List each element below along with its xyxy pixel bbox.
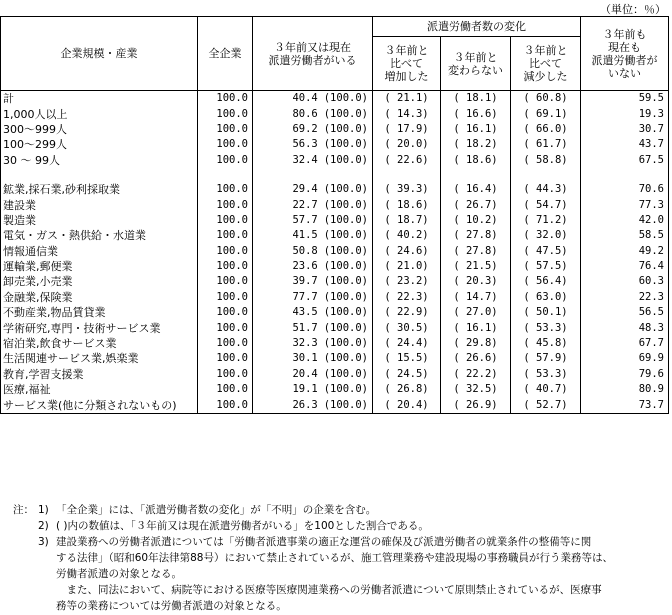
decrease-cell: ( 69.1): [511, 106, 581, 121]
table-body: [1, 91, 669, 414]
footnote-1: 注： 1) 「全企業」には、「派遣労働者数の変化」が「不明」の企業を含む。: [13, 504, 377, 516]
all-cell: 100.0: [198, 305, 253, 320]
increase-cell: ( 15.5): [373, 351, 441, 366]
category-cell: 100～299人: [1, 137, 198, 152]
increase-cell: ( 20.4): [373, 397, 441, 413]
none-cell: 56.5: [581, 305, 669, 320]
decrease-cell: ( 71.2): [511, 213, 581, 228]
increase-cell: ( 17.9): [373, 122, 441, 137]
increase-cell: ( 24.6): [373, 244, 441, 259]
all-cell: 100.0: [198, 153, 253, 168]
all-cell: 100.0: [198, 106, 253, 121]
footnote-2: 2) ( )内の数値は、「３年前又は現在派遣労働者がいる」を100とした割合である。: [38, 520, 429, 532]
have-dispatch-cell: 39.7 (100.0): [253, 274, 373, 289]
increase-cell: ( 39.3): [373, 182, 441, 197]
all-cell: 100.0: [198, 137, 253, 152]
decrease-cell: ( 57.5): [511, 259, 581, 274]
statistics-table: [0, 16, 668, 414]
decrease-cell: ( 45.8): [511, 336, 581, 351]
decrease-cell: ( 63.0): [511, 290, 581, 305]
category-cell: 情報通信業: [1, 244, 198, 259]
decrease-cell: ( 52.7): [511, 397, 581, 413]
same-cell: ( 10.2): [441, 213, 511, 228]
category-cell: 鉱業,採石業,砂利採取業: [1, 182, 198, 197]
header-all-companies: 全企業: [198, 17, 253, 91]
all-cell: 100.0: [198, 197, 253, 212]
same-cell: ( 16.1): [441, 122, 511, 137]
all-cell: 100.0: [198, 228, 253, 243]
header-increase: ３年前と 比べて 増加した: [373, 37, 441, 91]
header-decrease: ３年前と 比べて 減少した: [511, 37, 581, 91]
have-dispatch-cell: 57.7 (100.0): [253, 213, 373, 228]
have-dispatch-cell: 51.7 (100.0): [253, 320, 373, 335]
have-dispatch-cell: 80.6 (100.0): [253, 106, 373, 121]
all-cell: 100.0: [198, 367, 253, 382]
increase-cell: ( 24.4): [373, 336, 441, 351]
have-dispatch-cell: 41.5 (100.0): [253, 228, 373, 243]
have-dispatch-cell: 56.3 (100.0): [253, 137, 373, 152]
increase-cell: ( 20.0): [373, 137, 441, 152]
table-row: [1, 197, 669, 212]
none-cell: 67.5: [581, 153, 669, 168]
category-cell: 学術研究,専門・技術サービス業: [1, 320, 198, 335]
same-cell: ( 18.2): [441, 137, 511, 152]
table-row: [1, 91, 669, 107]
all-cell: 100.0: [198, 351, 253, 366]
all-cell: 100.0: [198, 259, 253, 274]
decrease-cell: ( 40.7): [511, 382, 581, 397]
have-dispatch-cell: 69.2 (100.0): [253, 122, 373, 137]
header-category: 企業規模・産業: [1, 17, 198, 91]
category-cell: 計: [1, 91, 198, 107]
footnote-3: 3) 建設業務への労働者派遣については「労働者派遣事業の適正な運営の確保及び派遣労働者の就業条件の整備等に関 する法律」（昭和60年法律第88号）において禁止されているが、施工管理業務や建設現場の事務職員が行う業務等は、 労働者派遣の対象となる。 また、同法において、病院等における医療等医療関連業務への労働者派遣について原則禁止されているが、医療事 務等の業務については労働者派遣の対象となる。: [38, 536, 613, 612]
all-cell: [198, 168, 253, 182]
all-cell: 100.0: [198, 213, 253, 228]
table-row: [1, 106, 669, 121]
decrease-cell: ( 66.0): [511, 122, 581, 137]
none-cell: 43.7: [581, 137, 669, 152]
all-cell: 100.0: [198, 122, 253, 137]
header-same: ３年前と 変わらない: [441, 37, 511, 91]
decrease-cell: ( 53.3): [511, 367, 581, 382]
have-dispatch-cell: 40.4 (100.0): [253, 91, 373, 107]
same-cell: ( 26.7): [441, 197, 511, 212]
category-cell: [1, 168, 198, 182]
unit-label: （単位：％）: [600, 3, 666, 16]
all-cell: 100.0: [198, 274, 253, 289]
increase-cell: ( 24.5): [373, 367, 441, 382]
none-cell: 60.3: [581, 274, 669, 289]
none-cell: 19.3: [581, 106, 669, 121]
decrease-cell: ( 53.3): [511, 320, 581, 335]
category-cell: 生活関連サービス業,娯楽業: [1, 351, 198, 366]
header-none: ３年前も 現在も 派遣労働者が いない: [581, 17, 669, 91]
table-row: [1, 336, 669, 351]
have-dispatch-cell: [253, 168, 373, 182]
table-row: [1, 367, 669, 382]
none-cell: 77.3: [581, 197, 669, 212]
increase-cell: ( 18.6): [373, 197, 441, 212]
none-cell: 79.6: [581, 367, 669, 382]
table-row: [1, 397, 669, 413]
table-spacer-row: [1, 168, 669, 182]
category-cell: 卸売業,小売業: [1, 274, 198, 289]
header-change-group: 派遣労働者数の変化: [373, 17, 581, 37]
increase-cell: ( 22.3): [373, 290, 441, 305]
decrease-cell: ( 61.7): [511, 137, 581, 152]
all-cell: 100.0: [198, 336, 253, 351]
category-cell: 1,000人以上: [1, 106, 198, 121]
all-cell: 100.0: [198, 91, 253, 107]
none-cell: 70.6: [581, 182, 669, 197]
none-cell: 49.2: [581, 244, 669, 259]
decrease-cell: ( 58.8): [511, 153, 581, 168]
table-row: [1, 153, 669, 168]
category-cell: 不動産業,物品賃貸業: [1, 305, 198, 320]
decrease-cell: ( 56.4): [511, 274, 581, 289]
none-cell: 59.5: [581, 91, 669, 107]
table-row: [1, 351, 669, 366]
have-dispatch-cell: 19.1 (100.0): [253, 382, 373, 397]
table-row: [1, 137, 669, 152]
all-cell: 100.0: [198, 382, 253, 397]
have-dispatch-cell: 20.4 (100.0): [253, 367, 373, 382]
none-cell: 30.7: [581, 122, 669, 137]
table-row: [1, 259, 669, 274]
same-cell: ( 16.4): [441, 182, 511, 197]
have-dispatch-cell: 30.1 (100.0): [253, 351, 373, 366]
same-cell: ( 16.1): [441, 320, 511, 335]
table-row: [1, 244, 669, 259]
header-have-dispatch: ３年前又は現在 派遣労働者がいる: [253, 17, 373, 91]
table-row: [1, 274, 669, 289]
none-cell: 76.4: [581, 259, 669, 274]
same-cell: ( 16.6): [441, 106, 511, 121]
have-dispatch-cell: 32.3 (100.0): [253, 336, 373, 351]
table-row: [1, 290, 669, 305]
category-cell: 製造業: [1, 213, 198, 228]
category-cell: 宿泊業,飲食サービス業: [1, 336, 198, 351]
increase-cell: ( 22.9): [373, 305, 441, 320]
have-dispatch-cell: 23.6 (100.0): [253, 259, 373, 274]
increase-cell: ( 21.1): [373, 91, 441, 107]
have-dispatch-cell: 22.7 (100.0): [253, 197, 373, 212]
same-cell: ( 20.3): [441, 274, 511, 289]
category-cell: 300～999人: [1, 122, 198, 137]
none-cell: 80.9: [581, 382, 669, 397]
footnotes: [4, 502, 668, 614]
none-cell: 73.7: [581, 397, 669, 413]
category-cell: 運輸業,郵便業: [1, 259, 198, 274]
all-cell: 100.0: [198, 397, 253, 413]
increase-cell: ( 21.0): [373, 259, 441, 274]
increase-cell: ( 14.3): [373, 106, 441, 121]
category-cell: サービス業(他に分類されないもの): [1, 397, 198, 413]
all-cell: 100.0: [198, 290, 253, 305]
same-cell: ( 27.0): [441, 305, 511, 320]
table-row: [1, 228, 669, 243]
increase-cell: ( 18.7): [373, 213, 441, 228]
category-cell: 電気・ガス・熱供給・水道業: [1, 228, 198, 243]
decrease-cell: ( 54.7): [511, 197, 581, 212]
all-cell: 100.0: [198, 244, 253, 259]
same-cell: [441, 168, 511, 182]
same-cell: ( 26.6): [441, 351, 511, 366]
none-cell: 42.0: [581, 213, 669, 228]
have-dispatch-cell: 50.8 (100.0): [253, 244, 373, 259]
decrease-cell: ( 60.8): [511, 91, 581, 107]
table-row: [1, 382, 669, 397]
same-cell: ( 22.2): [441, 367, 511, 382]
category-cell: 建設業: [1, 197, 198, 212]
same-cell: ( 27.8): [441, 228, 511, 243]
decrease-cell: ( 57.9): [511, 351, 581, 366]
none-cell: 67.7: [581, 336, 669, 351]
table-row: [1, 213, 669, 228]
category-cell: 30 ～ 99人: [1, 153, 198, 168]
decrease-cell: ( 44.3): [511, 182, 581, 197]
category-cell: 教育,学習支援業: [1, 367, 198, 382]
decrease-cell: ( 50.1): [511, 305, 581, 320]
decrease-cell: [511, 168, 581, 182]
same-cell: ( 32.5): [441, 382, 511, 397]
none-cell: [581, 168, 669, 182]
none-cell: 48.3: [581, 320, 669, 335]
table-row: [1, 320, 669, 335]
same-cell: ( 29.8): [441, 336, 511, 351]
increase-cell: [373, 168, 441, 182]
none-cell: 69.9: [581, 351, 669, 366]
have-dispatch-cell: 26.3 (100.0): [253, 397, 373, 413]
increase-cell: ( 40.2): [373, 228, 441, 243]
increase-cell: ( 26.8): [373, 382, 441, 397]
table-row: [1, 305, 669, 320]
category-cell: 金融業,保険業: [1, 290, 198, 305]
same-cell: ( 18.1): [441, 91, 511, 107]
same-cell: ( 21.5): [441, 259, 511, 274]
decrease-cell: ( 47.5): [511, 244, 581, 259]
table-row: [1, 122, 669, 137]
category-cell: 医療,福祉: [1, 382, 198, 397]
have-dispatch-cell: 77.7 (100.0): [253, 290, 373, 305]
same-cell: ( 14.7): [441, 290, 511, 305]
increase-cell: ( 23.2): [373, 274, 441, 289]
none-cell: 22.3: [581, 290, 669, 305]
all-cell: 100.0: [198, 320, 253, 335]
increase-cell: ( 22.6): [373, 153, 441, 168]
have-dispatch-cell: 32.4 (100.0): [253, 153, 373, 168]
increase-cell: ( 30.5): [373, 320, 441, 335]
decrease-cell: ( 32.0): [511, 228, 581, 243]
have-dispatch-cell: 43.5 (100.0): [253, 305, 373, 320]
same-cell: ( 27.8): [441, 244, 511, 259]
same-cell: ( 18.6): [441, 153, 511, 168]
have-dispatch-cell: 29.4 (100.0): [253, 182, 373, 197]
same-cell: ( 26.9): [441, 397, 511, 413]
all-cell: 100.0: [198, 182, 253, 197]
none-cell: 58.5: [581, 228, 669, 243]
table-row: [1, 182, 669, 197]
